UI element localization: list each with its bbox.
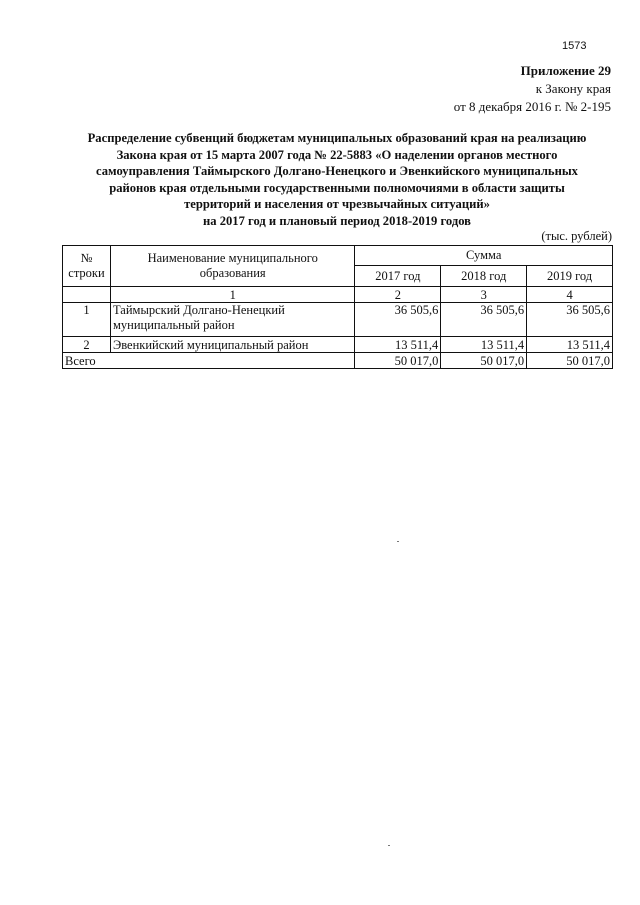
value-2018: 13 511,4 bbox=[441, 337, 527, 353]
header-year-2019: 2019 год bbox=[527, 266, 613, 287]
row-number: 2 bbox=[63, 337, 111, 353]
title-line: на 2017 год и плановый период 2018-2019 годов bbox=[203, 213, 471, 228]
appendix-header bbox=[454, 62, 611, 116]
municipality-name: Таймырский Долгано-Ненецкий муниципальный район bbox=[110, 303, 355, 337]
total-2018: 50 017,0 bbox=[441, 353, 527, 369]
document-title bbox=[64, 130, 610, 230]
column-number: 2 bbox=[355, 287, 441, 303]
value-2017: 13 511,4 bbox=[355, 337, 441, 353]
table-header-row bbox=[63, 246, 613, 266]
header-row-number: № строки bbox=[63, 246, 111, 287]
row-number: 1 bbox=[63, 303, 111, 337]
header-year-2017: 2017 год bbox=[355, 266, 441, 287]
subvention-table bbox=[62, 245, 613, 369]
title-line: самоуправления Таймырского Долгано-Ненецкого и Эвенкийского муниципальных bbox=[96, 164, 578, 179]
table-row bbox=[63, 303, 613, 337]
value-2018: 36 505,6 bbox=[441, 303, 527, 337]
header-municipality-name: Наименование муниципального образования bbox=[110, 246, 355, 287]
unit-note: (тыс. рублей) bbox=[541, 229, 612, 243]
title-line: районов края отдельными государственными полномочиями в области защиты bbox=[109, 180, 565, 195]
column-number: 4 bbox=[527, 287, 613, 303]
title-line: Распределение субвенций бюджетам муниципальных образований края на реализацию bbox=[87, 131, 587, 145]
scan-speck bbox=[397, 541, 399, 542]
total-2019: 50 017,0 bbox=[527, 353, 613, 369]
page-number: 1573 bbox=[562, 40, 587, 52]
column-number: 1 bbox=[110, 287, 355, 303]
column-number-blank bbox=[63, 287, 111, 303]
column-number: 3 bbox=[441, 287, 527, 303]
scan-speck bbox=[388, 845, 390, 846]
value-2019: 13 511,4 bbox=[527, 337, 613, 353]
table-total-row bbox=[63, 353, 613, 369]
title-line: Закона края от 15 марта 2007 года № 22-5883 «О наделении органов местного bbox=[116, 147, 558, 162]
appendix-law-date: от 8 декабря 2016 г. № 2-195 bbox=[453, 99, 611, 114]
table-row bbox=[63, 337, 613, 353]
appendix-title: Приложение 29 bbox=[520, 63, 611, 78]
header-sum: Сумма bbox=[355, 246, 613, 266]
value-2017: 36 505,6 bbox=[355, 303, 441, 337]
column-numbers-row bbox=[63, 287, 613, 303]
title-line: территорий и населения от чрезвычайных ситуаций» bbox=[184, 197, 490, 212]
value-2019: 36 505,6 bbox=[527, 303, 613, 337]
total-2017: 50 017,0 bbox=[355, 353, 441, 369]
total-label: Всего bbox=[63, 353, 355, 369]
appendix-law-ref: к Закону края bbox=[535, 81, 611, 96]
municipality-name: Эвенкийский муниципальный район bbox=[110, 337, 355, 353]
header-year-2018: 2018 год bbox=[441, 266, 527, 287]
